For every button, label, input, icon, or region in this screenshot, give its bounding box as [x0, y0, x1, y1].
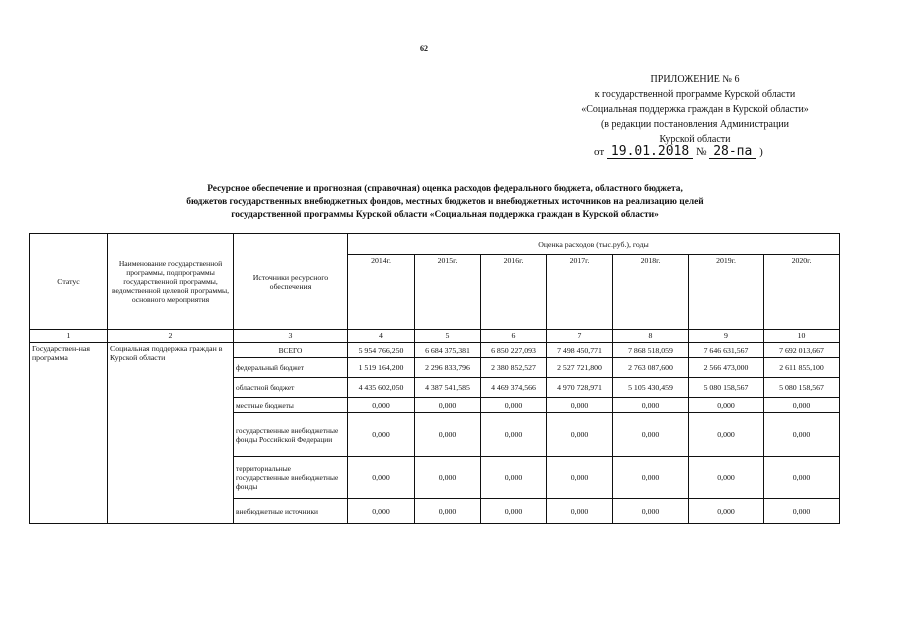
value-cell: 0,000	[481, 413, 547, 457]
value-cell: 0,000	[764, 499, 840, 524]
value-cell: 0,000	[348, 398, 415, 413]
value-cell: 0,000	[613, 413, 689, 457]
number-prefix: №	[695, 146, 707, 158]
source-cell: ВСЕГО	[234, 343, 348, 358]
appendix-title: ПРИЛОЖЕНИЕ № 6	[650, 74, 740, 85]
appendix-number: 28-па	[709, 146, 756, 159]
index-cell: 6	[481, 330, 547, 343]
source-cell: государственные внебюджетные фонды Российской Федерации	[234, 413, 348, 457]
value-cell: 4 435 602,050	[348, 378, 415, 398]
value-cell: 5 105 430,459	[613, 378, 689, 398]
index-cell: 7	[547, 330, 613, 343]
value-cell: 2 611 855,100	[764, 358, 840, 378]
appendix-line: к государственной программе Курской области	[594, 89, 796, 100]
value-cell: 0,000	[764, 398, 840, 413]
value-cell: 5 080 158,567	[764, 378, 840, 398]
header-year: 2014г.	[348, 255, 415, 330]
date-line-close: )	[759, 146, 763, 158]
value-cell: 2 566 473,000	[689, 358, 764, 378]
date-prefix: от	[594, 146, 605, 158]
value-cell: 0,000	[547, 398, 613, 413]
value-cell: 6 684 375,381	[415, 343, 481, 358]
title-line: бюджетов государственных внебюджетных фондов, местных бюджетов и внебюджетных источников на реализацию целей	[186, 197, 704, 207]
value-cell: 0,000	[415, 413, 481, 457]
value-cell: 0,000	[481, 499, 547, 524]
index-cell: 10	[764, 330, 840, 343]
value-cell: 7 868 518,059	[613, 343, 689, 358]
header-year: 2019г.	[689, 255, 764, 330]
document-title	[95, 183, 795, 222]
appendix-date-line	[594, 146, 763, 159]
value-cell: 0,000	[481, 457, 547, 499]
value-cell: 4 970 728,971	[547, 378, 613, 398]
title-line: государственной программы Курской области «Социальная поддержка граждан в Курской области»	[231, 210, 659, 220]
value-cell: 7 498 450,771	[547, 343, 613, 358]
header-year: 2015г.	[415, 255, 481, 330]
value-cell: 6 850 227,093	[481, 343, 547, 358]
source-cell: территориальные государственные внебюджетные фонды	[234, 457, 348, 499]
index-cell: 3	[234, 330, 348, 343]
index-cell: 8	[613, 330, 689, 343]
value-cell: 5 954 766,250	[348, 343, 415, 358]
value-cell: 0,000	[689, 413, 764, 457]
header-year: 2020г.	[764, 255, 840, 330]
appendix-line: (в редакции постановления Администрации	[600, 119, 790, 130]
value-cell: 0,000	[613, 457, 689, 499]
source-cell: местные бюджеты	[234, 398, 348, 413]
resource-table	[29, 233, 840, 524]
value-cell: 0,000	[547, 499, 613, 524]
header-sources: Источники ресурсного обеспечения	[234, 234, 348, 330]
appendix-block	[560, 72, 830, 147]
value-cell: 0,000	[415, 499, 481, 524]
index-cell: 2	[108, 330, 234, 343]
value-cell: 2 296 833,796	[415, 358, 481, 378]
table-row	[30, 343, 840, 358]
value-cell: 0,000	[689, 398, 764, 413]
value-cell: 0,000	[689, 499, 764, 524]
appendix-line: «Социальная поддержка граждан в Курской области»	[581, 104, 809, 115]
index-cell: 5	[415, 330, 481, 343]
header-year: 2018г.	[613, 255, 689, 330]
source-cell: областной бюджет	[234, 378, 348, 398]
value-cell: 0,000	[348, 499, 415, 524]
value-cell: 2 380 852,527	[481, 358, 547, 378]
value-cell: 0,000	[764, 457, 840, 499]
value-cell: 0,000	[348, 413, 415, 457]
value-cell: 7 692 013,667	[764, 343, 840, 358]
index-cell: 9	[689, 330, 764, 343]
value-cell: 0,000	[415, 457, 481, 499]
value-cell: 0,000	[764, 413, 840, 457]
value-cell: 0,000	[547, 457, 613, 499]
header-year: 2016г.	[481, 255, 547, 330]
header-year: 2017г.	[547, 255, 613, 330]
value-cell: 4 387 541,585	[415, 378, 481, 398]
status-cell: Государствен-ная программа	[30, 343, 108, 524]
value-cell: 5 080 158,567	[689, 378, 764, 398]
value-cell: 0,000	[689, 457, 764, 499]
value-cell: 2 527 721,800	[547, 358, 613, 378]
value-cell: 0,000	[613, 398, 689, 413]
appendix-line: Курской области	[659, 134, 731, 145]
value-cell: 1 519 164,200	[348, 358, 415, 378]
title-line: Ресурсное обеспечение и прогнозная (справочная) оценка расходов федерального бюджета, областного бюджета,	[207, 184, 683, 194]
value-cell: 7 646 631,567	[689, 343, 764, 358]
page-number: 62	[420, 44, 428, 53]
header-status: Статус	[30, 234, 108, 330]
value-cell: 2 763 087,600	[613, 358, 689, 378]
value-cell: 0,000	[415, 398, 481, 413]
value-cell: 0,000	[348, 457, 415, 499]
value-cell: 4 469 374,566	[481, 378, 547, 398]
index-row	[30, 330, 840, 343]
index-cell: 4	[348, 330, 415, 343]
source-cell: федеральный бюджет	[234, 358, 348, 378]
index-cell: 1	[30, 330, 108, 343]
value-cell: 0,000	[547, 413, 613, 457]
header-name: Наименование государственной программы, подпрограммы государственной программы, ведомственной целевой программы, основного мероприятия	[108, 234, 234, 330]
appendix-date: 19.01.2018	[607, 146, 693, 159]
source-cell: внебюджетные источники	[234, 499, 348, 524]
header-estimate: Оценка расходов (тыс.руб.), годы	[348, 234, 840, 255]
value-cell: 0,000	[481, 398, 547, 413]
value-cell: 0,000	[613, 499, 689, 524]
program-name-cell: Социальная поддержка граждан в Курской области	[108, 343, 234, 524]
